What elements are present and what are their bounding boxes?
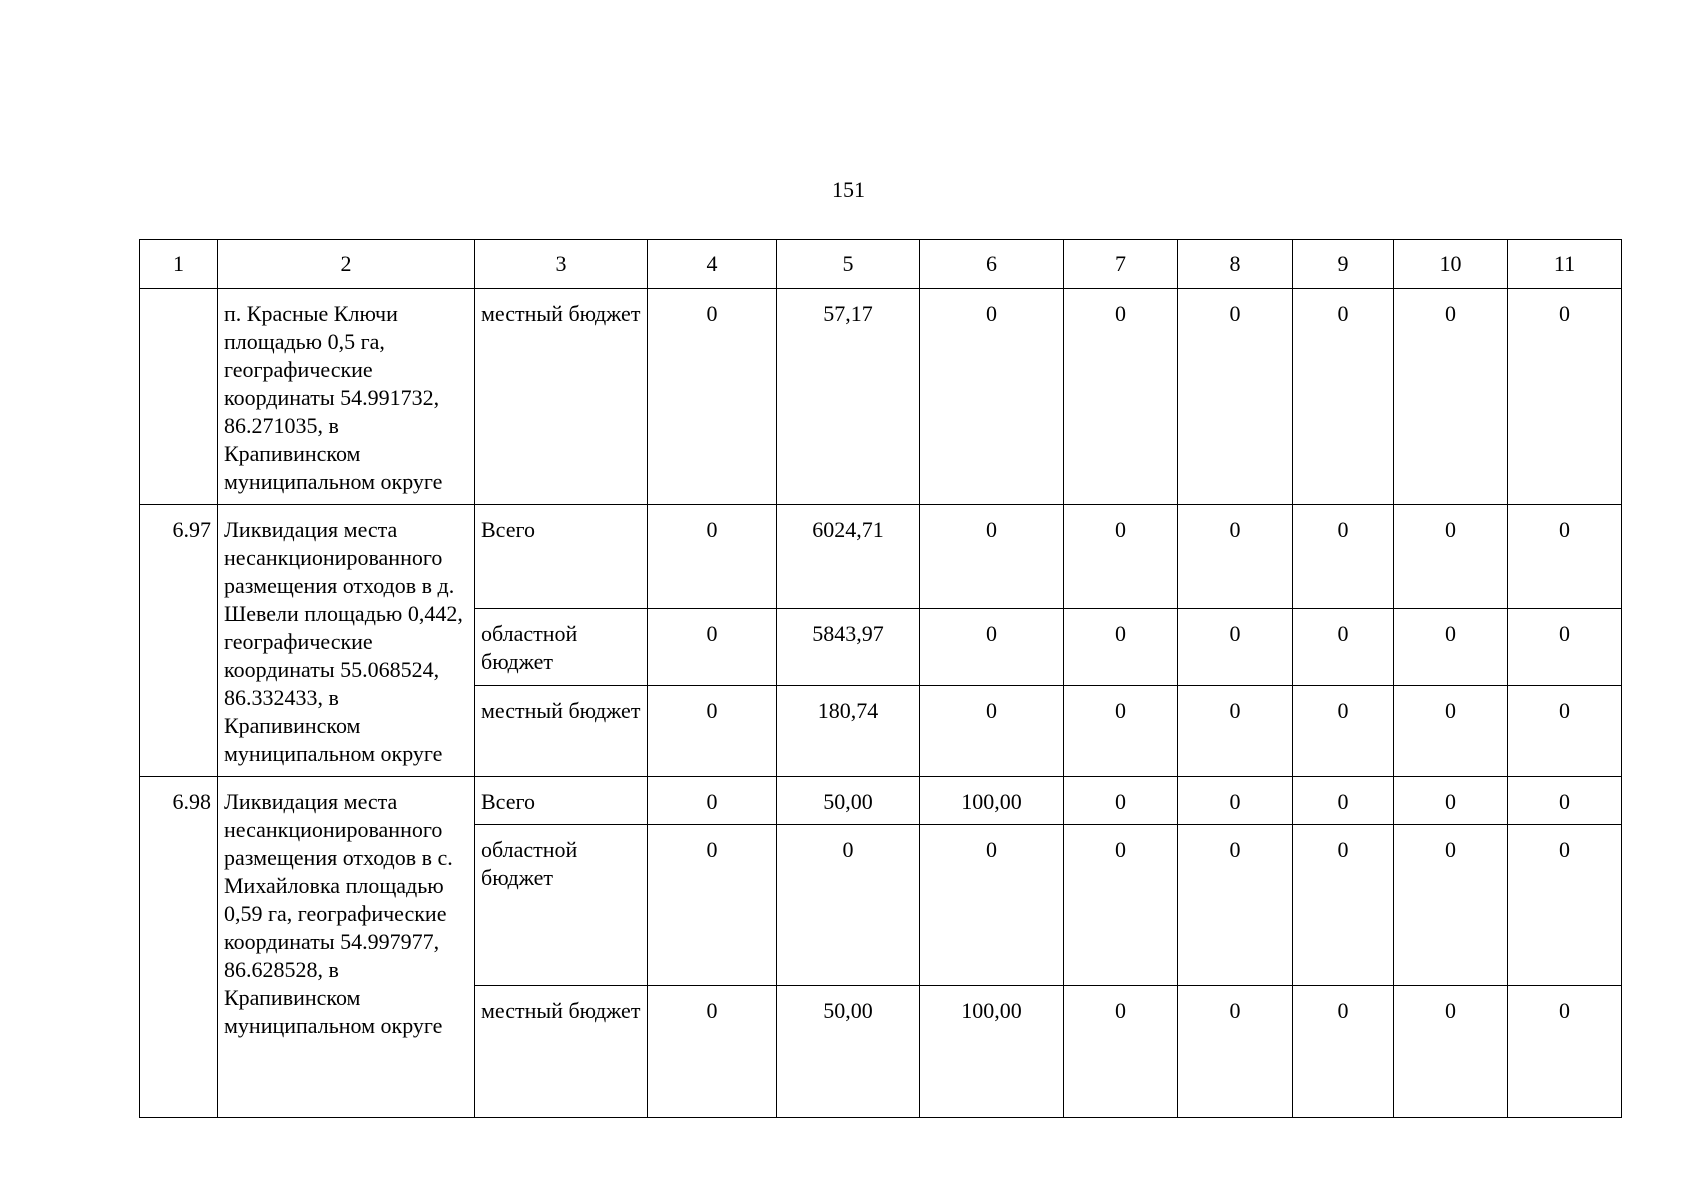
value-cell: 0	[1394, 986, 1508, 1118]
value-cell: 0	[648, 289, 777, 505]
value-cell: 0	[1508, 777, 1622, 825]
value-cell: 0	[1394, 777, 1508, 825]
value-cell: 0	[1293, 986, 1394, 1118]
column-header: 7	[1064, 240, 1178, 289]
column-header: 3	[475, 240, 648, 289]
value-cell: 0	[648, 777, 777, 825]
value-cell: 0	[1293, 777, 1394, 825]
item-name: Ликвидация места несанкционированного размещения отходов в д. Шевели площадью 0,442, географические координаты 55.068524, 86.332433, в Крапивинском муниципальном округе	[218, 505, 475, 777]
item-name: п. Красные Ключи площадью 0,5 га, географические координаты 54.991732, 86.271035, в Крапивинском муниципальном округе	[218, 289, 475, 505]
item-number: 6.98	[140, 777, 218, 1118]
value-cell: 0	[1178, 609, 1293, 686]
column-header: 8	[1178, 240, 1293, 289]
value-cell: 0	[1178, 289, 1293, 505]
column-header: 2	[218, 240, 475, 289]
value-cell: 50,00	[777, 777, 920, 825]
value-cell: 0	[1508, 289, 1622, 505]
value-cell: 0	[1178, 686, 1293, 777]
value-cell: 0	[1064, 777, 1178, 825]
page-number: 151	[832, 177, 865, 202]
value-cell: 0	[1394, 505, 1508, 609]
funding-source: областной бюджет	[475, 609, 648, 686]
value-cell: 0	[1064, 609, 1178, 686]
value-cell: 0	[1064, 289, 1178, 505]
value-cell: 0	[1293, 289, 1394, 505]
value-cell: 0	[648, 686, 777, 777]
funding-source: областной бюджет	[475, 825, 648, 986]
value-cell: 5843,97	[777, 609, 920, 686]
value-cell: 0	[1508, 825, 1622, 986]
column-header: 11	[1508, 240, 1622, 289]
table-row	[140, 289, 1622, 505]
value-cell: 0	[920, 505, 1064, 609]
column-header: 9	[1293, 240, 1394, 289]
value-cell: 0	[1508, 609, 1622, 686]
value-cell: 0	[648, 986, 777, 1118]
value-cell: 0	[648, 825, 777, 986]
value-cell: 100,00	[920, 777, 1064, 825]
value-cell: 0	[1394, 686, 1508, 777]
value-cell: 0	[1064, 825, 1178, 986]
column-header: 10	[1394, 240, 1508, 289]
value-cell: 0	[648, 609, 777, 686]
value-cell: 0	[777, 825, 920, 986]
value-cell: 0	[1064, 986, 1178, 1118]
funding-source: местный бюджет	[475, 986, 648, 1118]
value-cell: 0	[920, 609, 1064, 686]
value-cell: 0	[1178, 825, 1293, 986]
value-cell: 0	[648, 505, 777, 609]
table-row	[140, 505, 1622, 609]
value-cell: 0	[1394, 825, 1508, 986]
header-row	[140, 240, 1622, 289]
value-cell: 0	[1293, 686, 1394, 777]
value-cell: 6024,71	[777, 505, 920, 609]
value-cell: 0	[1293, 505, 1394, 609]
funding-source: Всего	[475, 777, 648, 825]
column-header: 6	[920, 240, 1064, 289]
funding-source: местный бюджет	[475, 686, 648, 777]
value-cell: 0	[1064, 686, 1178, 777]
value-cell: 0	[1178, 986, 1293, 1118]
value-cell: 0	[920, 289, 1064, 505]
value-cell: 0	[1394, 609, 1508, 686]
funding-source: местный бюджет	[475, 289, 648, 505]
value-cell: 180,74	[777, 686, 920, 777]
value-cell: 0	[920, 825, 1064, 986]
value-cell: 0	[1508, 505, 1622, 609]
value-cell: 0	[1178, 505, 1293, 609]
value-cell: 57,17	[777, 289, 920, 505]
value-cell: 50,00	[777, 986, 920, 1118]
column-header: 5	[777, 240, 920, 289]
value-cell: 0	[1394, 289, 1508, 505]
value-cell: 0	[1293, 825, 1394, 986]
value-cell: 0	[1508, 686, 1622, 777]
value-cell: 0	[1178, 777, 1293, 825]
value-cell: 0	[1293, 609, 1394, 686]
column-header: 1	[140, 240, 218, 289]
item-number: 6.97	[140, 505, 218, 777]
value-cell: 0	[920, 686, 1064, 777]
item-name: Ликвидация места несанкционированного размещения отходов в с. Михайловка площадью 0,59 га, географические координаты 54.997977, 86.628528, в Крапивинском муниципальном округе	[218, 777, 475, 1118]
value-cell: 0	[1064, 505, 1178, 609]
column-header: 4	[648, 240, 777, 289]
value-cell: 0	[1508, 986, 1622, 1118]
item-number	[140, 289, 218, 505]
budget-table	[139, 239, 1622, 1118]
table-row	[140, 777, 1622, 825]
funding-source: Всего	[475, 505, 648, 609]
value-cell: 100,00	[920, 986, 1064, 1118]
